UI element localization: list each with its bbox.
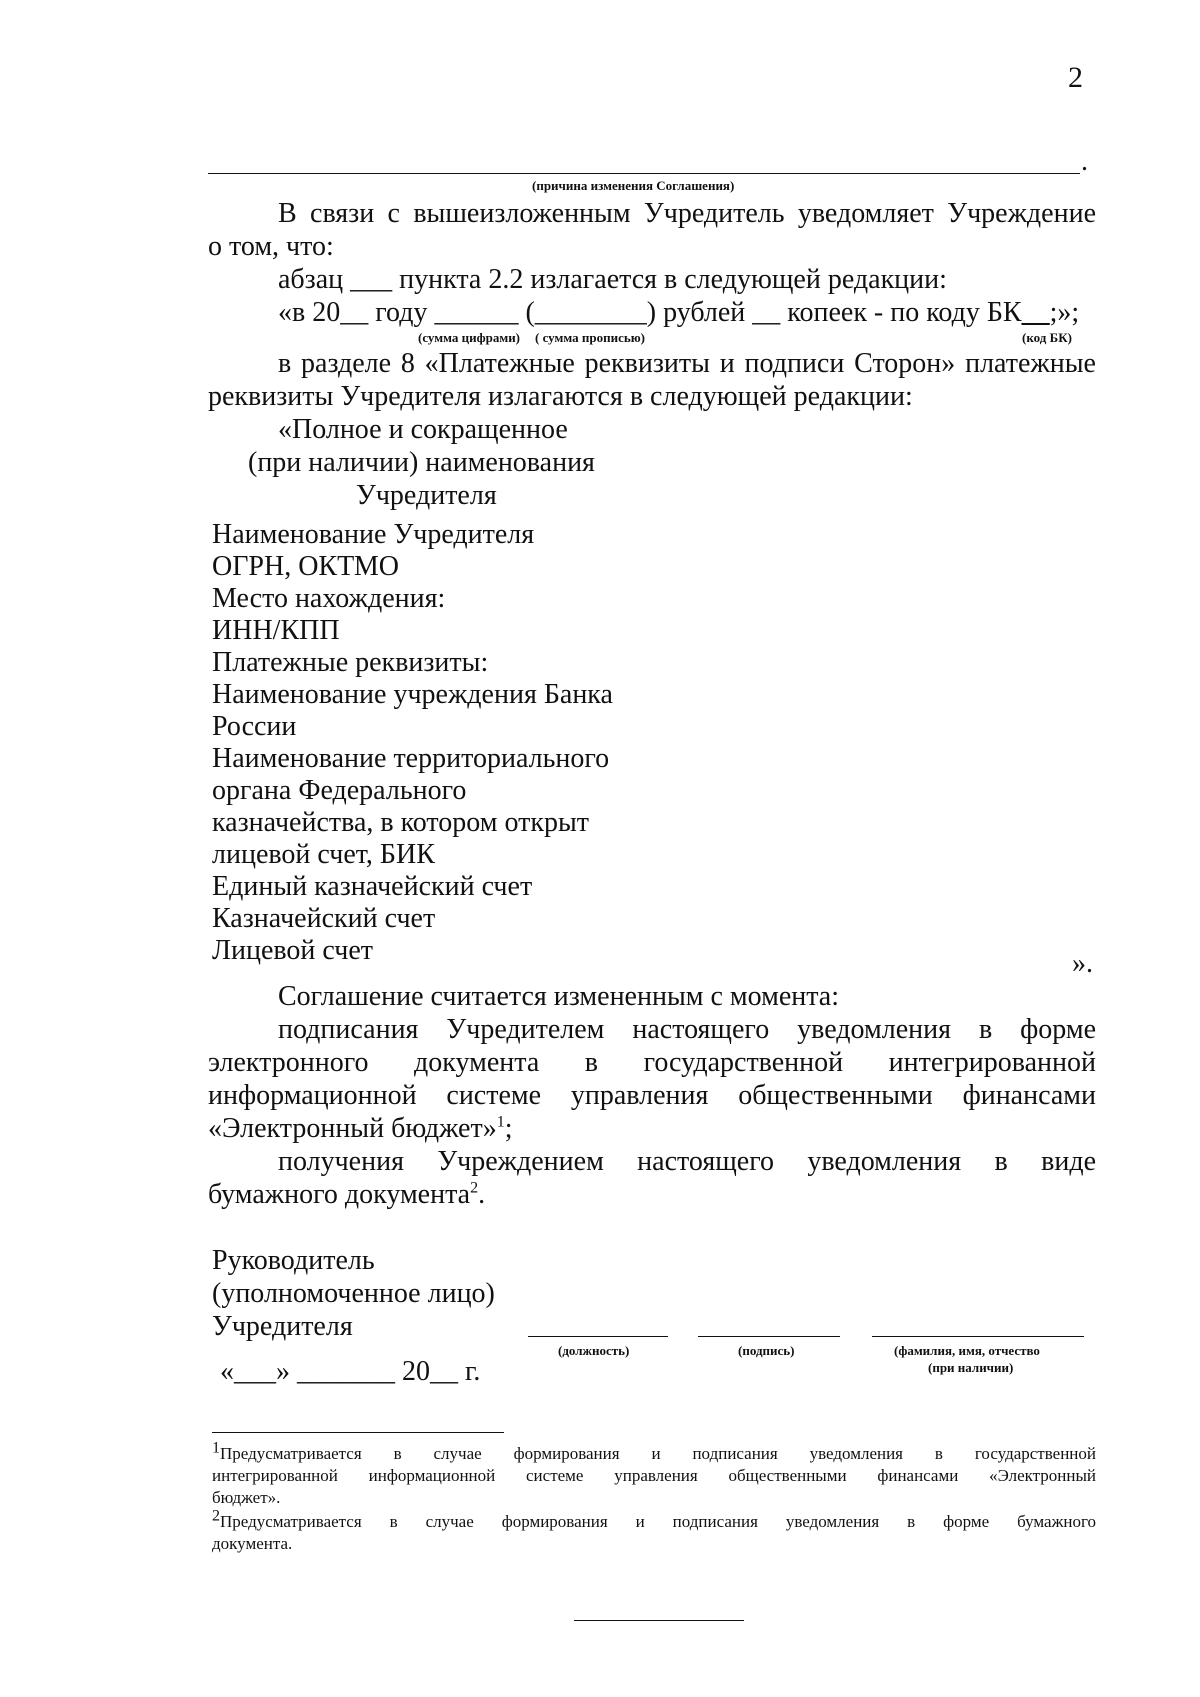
signer-line2: (уполномоченное лицо) [212,1278,495,1309]
footnote-ref-2: 2 [470,1179,479,1197]
requisite-item: ИНН/КПП [212,615,340,646]
requisite-item: Наименование Учредителя [212,519,535,550]
requisite-item: России [212,711,297,742]
para1-line2: о том, что: [208,231,334,262]
requisite-item: Казначейский счет [212,903,436,934]
position-line [528,1336,668,1337]
footnote1-text: Предусматривается в случае формирования и подписания уведомления в государственной [220,1444,1096,1463]
para6-text: «Электронный бюджет» [208,1113,497,1144]
footnote-separator [212,1432,504,1433]
para6-line4 [208,1113,513,1145]
footnote1-line3: бюджет». [212,1488,281,1507]
signer-line3: Учредителя [212,1311,353,1342]
requisite-item: ОГРН, ОКТМО [212,551,399,582]
para3-code-blank: __ [1021,297,1050,328]
footnote2-line2: документа. [212,1534,293,1553]
footnote1-marker: 1 [212,1439,220,1457]
para6-line2: электронного документа в государственной интегрированной [208,1047,1096,1078]
closing-quote: ». [1072,948,1093,979]
requisites-list [212,519,613,967]
para3 [278,297,1079,329]
para6-line1: подписания Учредителем настоящего уведомления в форме [278,1014,1096,1045]
bottom-rule [574,1620,744,1621]
requisite-item: Наименование учреждения Банка [212,679,613,710]
para6-line3: информационной системе управления общественными финансами [208,1080,1096,1111]
caption-sum-words: ( сумма прописью) [535,330,645,345]
heading-line1: «Полное и сокращенное [278,414,568,445]
para4-line2: реквизиты Учредителя излагаются в следующей редакции: [208,381,913,412]
para3-text: «в 20__ году ______ (________) рублей __ копеек - по коду БК [278,297,1022,328]
requisite-item: Место нахождения: [212,583,446,614]
footnote2-line1 [212,1507,1096,1533]
caption-name-line1: (фамилия, имя, отчество [894,1343,1040,1358]
footnote2-marker: 2 [212,1507,220,1525]
requisite-item: органа Федерального [212,775,467,806]
date-line: «___» _______ 20__ г. [220,1356,481,1387]
para7-text: бумажного документа [208,1179,471,1210]
para2: абзац ___ пункта 2.2 излагается в следующей редакции: [278,264,947,295]
footnote2-text: Предусматривается в случае формирования и подписания уведомления в форме бумажного [220,1512,1096,1531]
footnote-ref-1: 1 [496,1113,505,1131]
reason-caption: (причина изменения Соглашения) [532,178,735,193]
para5: Соглашение считается измененным с момента: [278,981,840,1012]
caption-signature: (подпись) [738,1343,795,1358]
para6-end: ; [504,1113,513,1144]
signer-line1: Руководитель [212,1245,375,1276]
requisite-item: Платежные реквизиты: [212,647,489,678]
para7-line1: получения Учреждением настоящего уведомления в виде [278,1146,1096,1177]
requisite-item: Лицевой счет [212,935,374,966]
footnote1-line2: интегрированной информационной системе управления общественными финансами «Электронный [212,1466,1096,1485]
reason-trailing-dot: . [1081,146,1088,177]
reason-line [208,173,1080,174]
caption-code: (код БК) [1022,330,1072,345]
name-line [872,1336,1084,1337]
para7-end: . [478,1179,486,1210]
requisite-item: лицевой счет, БИК [212,839,435,870]
requisite-item: Единый казначейский счет [212,871,533,902]
requisite-item: казначейства, в котором открыт [212,807,590,838]
requisite-item: Наименование территориального [212,743,610,774]
para3-end: ;»; [1049,297,1080,328]
caption-sum-digits: (сумма цифрами) [418,330,521,345]
para4-line1: в разделе 8 «Платежные реквизиты и подписи Сторон» платежные [278,348,1096,379]
page-number: 2 [1068,61,1083,94]
caption-name-line2: (при наличии) [928,1360,1014,1375]
para7-line2 [208,1179,485,1211]
signature-line [698,1336,840,1337]
heading-line2: (при наличии) наименования [248,447,595,478]
heading-line3: Учредителя [356,480,497,511]
para1-line1: В связи с вышеизложенным Учредитель уведомляет Учреждение [278,198,1096,229]
caption-position: (должность) [558,1343,630,1358]
footnote1-line1 [212,1439,1096,1465]
